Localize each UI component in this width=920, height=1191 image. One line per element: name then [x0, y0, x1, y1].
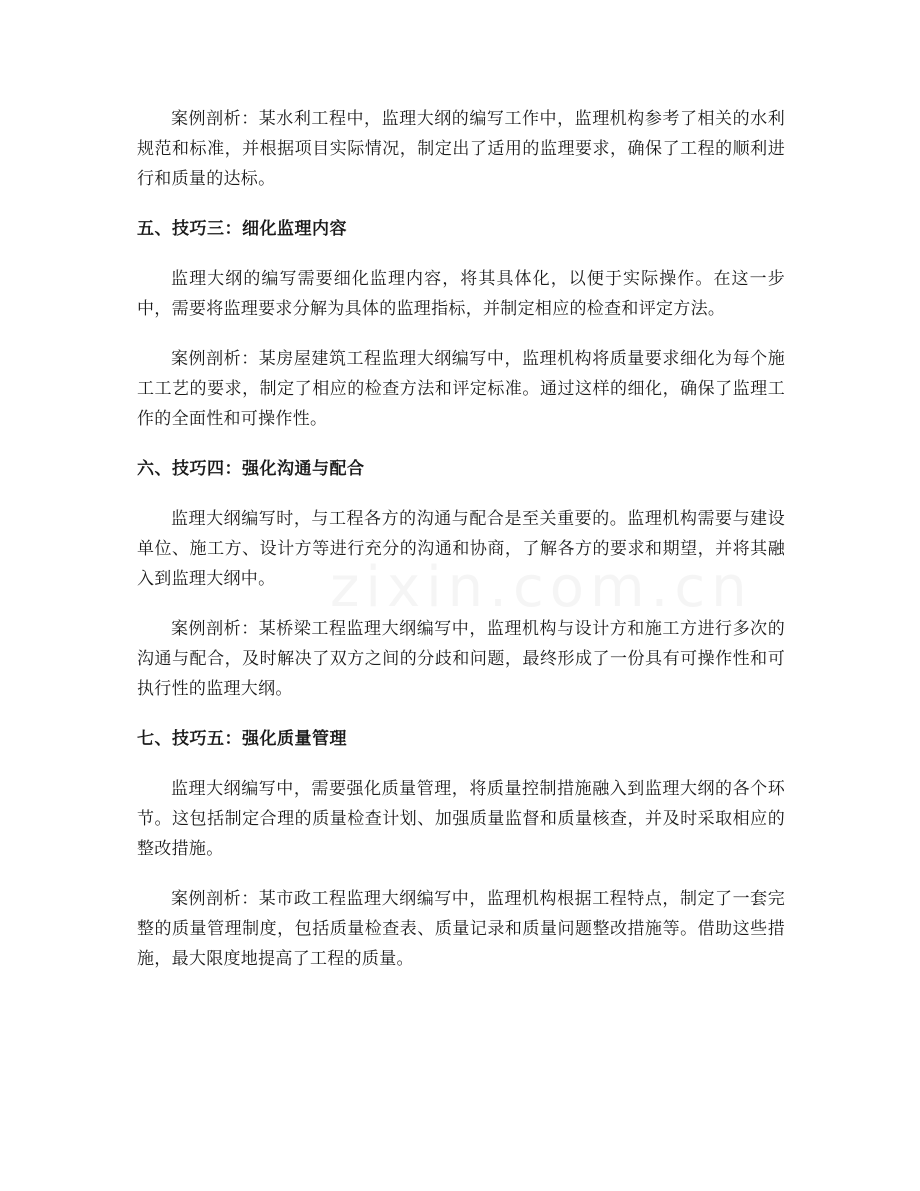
body-paragraph: 监理大纲编写中，需要强化质量管理，将质量控制措施融入到监理大纲的各个环节。这包括制定合理的质量检查计划、加强质量监督和质量核查，并及时采取相应的整改措施。 — [137, 779, 785, 859]
body-paragraph: 监理大纲的编写需要细化监理内容，将其具体化，以便于实际操作。在这一步中，需要将监理要求分解为具体的监理指标，并制定相应的检查和评定方法。 — [137, 269, 785, 319]
case-analysis-paragraph: 案例剖析：某市政工程监理大纲编写中，监理机构根据工程特点，制定了一套完整的质量管理制度，包括质量检查表、质量记录和质量问题整改措施等。借助这些措施，最大限度地提高了工程的质量。 — [137, 889, 785, 969]
section-heading: 七、技巧五：强化质量管理 — [137, 729, 347, 749]
case-analysis-paragraph: 案例剖析：某水利工程中，监理大纲的编写工作中，监理机构参考了相关的水利规范和标准，并根据项目实际情况，制定出了适用的监理要求，确保了工程的顺利进行和质量的达标。 — [137, 109, 785, 189]
body-paragraph: 监理大纲编写时，与工程各方的沟通与配合是至关重要的。监理机构需要与建设单位、施工方、设计方等进行充分的沟通和协商，了解各方的要求和期望，并将其融入到监理大纲中。 — [137, 509, 785, 589]
watermark: zixin.com.cn — [330, 555, 753, 620]
section-heading: 五、技巧三：细化监理内容 — [137, 219, 347, 239]
case-analysis-paragraph: 案例剖析：某房屋建筑工程监理大纲编写中，监理机构将质量要求细化为每个施工工艺的要求，制定了相应的检查方法和评定标准。通过这样的细化，确保了监理工作的全面性和可操作性。 — [137, 349, 785, 429]
case-analysis-paragraph: 案例剖析：某桥梁工程监理大纲编写中，监理机构与设计方和施工方进行多次的沟通与配合，及时解决了双方之间的分歧和问题，最终形成了一份具有可操作性和可执行性的监理大纲。 — [137, 619, 785, 699]
document-body — [137, 104, 785, 994]
section-heading: 六、技巧四：强化沟通与配合 — [137, 459, 365, 479]
